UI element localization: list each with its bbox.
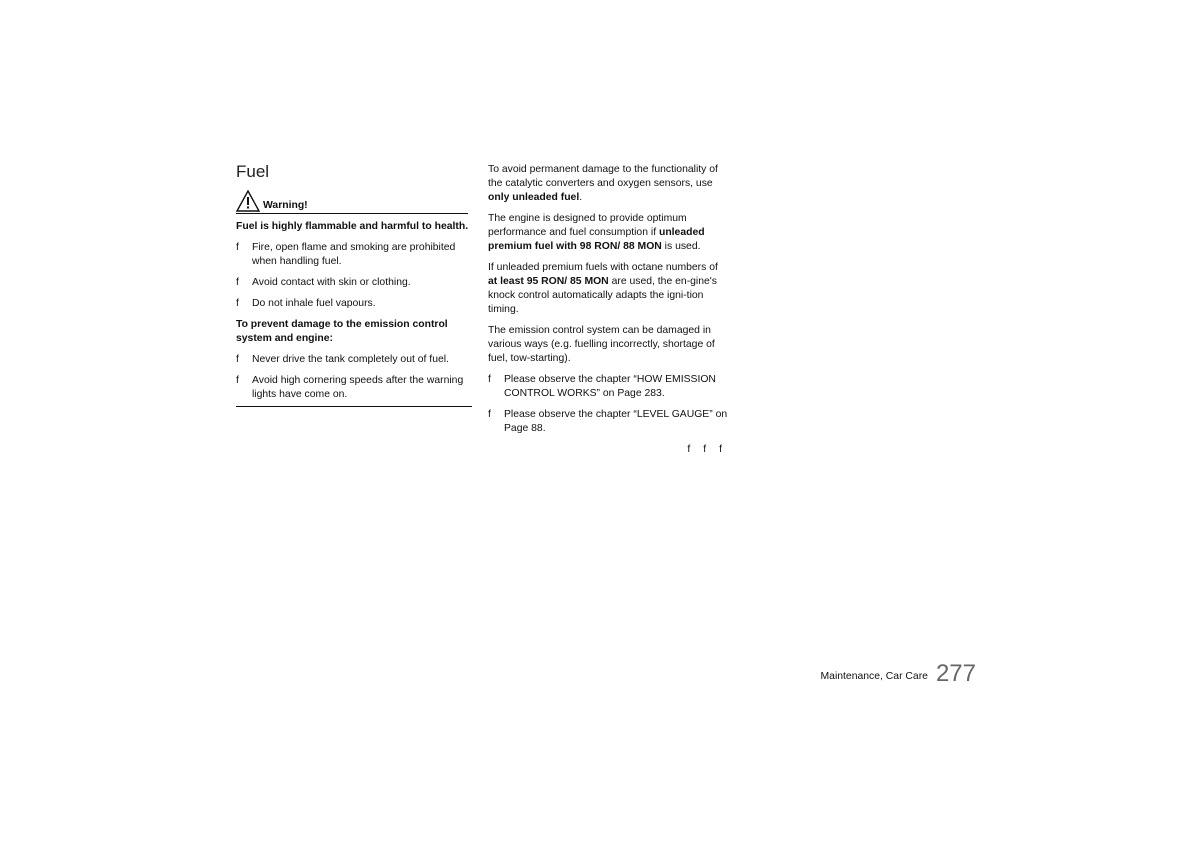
list-item-text: Please observe the chapter “HOW EMISSION CONTROL WORKS” on Page 283. <box>504 374 716 399</box>
paragraph-text: is used. <box>661 241 701 252</box>
paragraph-text: are used, the en-gine's knock control automatically adapts the igni-tion timing. <box>488 276 717 315</box>
list-item <box>236 353 472 367</box>
paragraph-text: To avoid permanent damage to the functionality of the catalytic converters and oxygen sensors, use <box>488 164 718 189</box>
list-item <box>236 374 472 402</box>
paragraph-emission: The emission control system can be damaged in various ways (e.g. fuelling incorrectly, shortage of fuel, tow-starting). <box>488 325 715 364</box>
list-item-text: Never drive the tank completely out of fuel. <box>252 354 449 365</box>
footer-section-title: Maintenance, Car Care <box>820 671 928 682</box>
warning-label: Warning! <box>263 200 308 211</box>
emphasis: only unleaded fuel <box>488 192 580 203</box>
paragraph-text: . <box>579 192 583 203</box>
bullet-mark: f <box>236 375 239 386</box>
list-item <box>236 241 472 269</box>
emphasis: unleaded premium fuel with 98 RON/ 88 MON <box>488 227 705 252</box>
bullet-mark: f <box>236 242 239 253</box>
list-item <box>236 276 472 290</box>
list-item-text: Do not inhale fuel vapours. <box>252 298 376 309</box>
paragraph-text: The engine is designed to provide optimum performance and fuel consumption if <box>488 213 687 238</box>
paragraph-text: If unleaded premium fuels with octane numbers of <box>488 262 718 273</box>
warning-header <box>236 190 468 214</box>
continuation-mark: f <box>719 444 722 455</box>
paragraph-unleaded <box>488 163 728 205</box>
section-heading: Fuel <box>236 162 270 181</box>
emphasis: at least 95 RON/ 85 MON <box>488 276 609 287</box>
left-column <box>236 162 472 407</box>
list-item-text: Fire, open flame and smoking are prohibited when handling fuel. <box>252 242 456 267</box>
warning-intro: Fuel is highly flammable and harmful to health. <box>236 221 469 232</box>
list-item-text: Avoid high cornering speeds after the warning lights have come on. <box>252 375 464 400</box>
right-column <box>488 163 728 457</box>
list-item <box>488 408 728 436</box>
continuation-mark: f <box>703 444 707 455</box>
warning-triangle-icon <box>236 190 260 212</box>
list-item <box>488 373 728 401</box>
bullet-mark: f <box>488 374 491 385</box>
list-item <box>236 297 472 311</box>
page-number: 277 <box>935 660 976 687</box>
continuation-mark: f <box>687 444 691 455</box>
paragraph-octane <box>488 261 728 317</box>
page-footer <box>821 660 976 688</box>
warning-end-rule <box>236 406 472 407</box>
bullet-mark: f <box>236 354 239 365</box>
list-item-text: Please observe the chapter “LEVEL GAUGE” on Page 88. <box>504 409 728 434</box>
bullet-mark: f <box>236 277 239 288</box>
paragraph-premium <box>488 212 728 254</box>
bullet-mark: f <box>236 298 239 309</box>
emission-heading: To prevent damage to the emission control system and engine: <box>236 319 448 344</box>
continuation-marks <box>488 443 728 457</box>
list-item-text: Avoid contact with skin or clothing. <box>252 277 411 288</box>
bullet-mark: f <box>488 409 491 420</box>
